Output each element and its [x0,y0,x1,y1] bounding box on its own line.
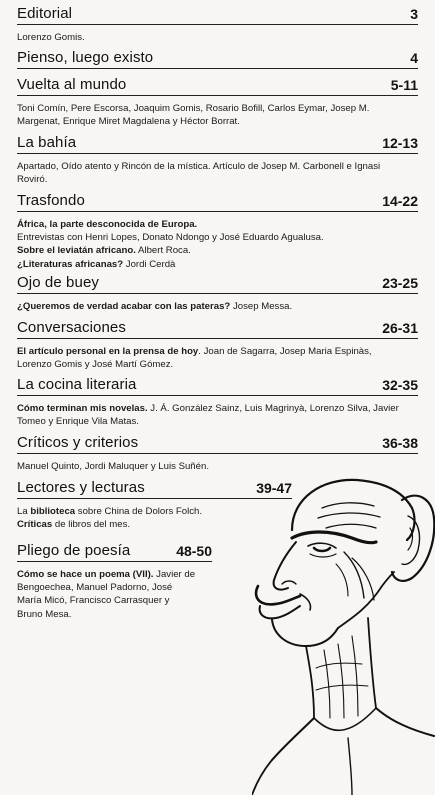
text-run: María Micó, Francisco Carrasquer y [17,595,170,607]
text-run: Roviró. [17,174,48,186]
section-title: Editorial [17,5,73,22]
section-pages: 5-11 [390,77,418,93]
section-header [17,371,418,396]
section-pages: 26-31 [382,320,418,336]
section-title: Pliego de poesía [17,542,131,559]
description-line [17,581,212,594]
section-title: La bahía [17,134,77,151]
section-pages: 36-38 [382,435,418,451]
description-line [17,231,418,244]
bold-text-run: África, la parte desconocida de Europa. [17,219,198,230]
description-line [17,415,418,428]
description-line [17,345,418,358]
description-line [17,300,418,313]
toc-section-editorial [17,0,418,44]
section-pages: 4 [410,50,418,66]
description-line [17,160,418,173]
description-line [17,518,292,531]
toc-section-ojo-de-buey [17,269,418,313]
description-line [17,402,418,415]
section-description [17,345,418,371]
caricature-illustration [252,468,435,795]
section-pages: 39-47 [256,480,292,496]
text-run: Bruno Mesa. [17,608,72,620]
text-run: Bengoechea, Manuel Padorno, José [17,582,173,594]
bold-text-run: Sobre el leviatán africano. [17,245,136,257]
section-pages: 3 [410,6,418,22]
description-line [17,102,418,115]
description-line [17,115,418,128]
bold-text-run: El artículo personal en la prensa de hoy [17,346,199,357]
bold-text-run: biblioteca [30,506,76,517]
text-run: Manuel Quinto, Jordi Maluquer y Luis Suñén. [17,461,209,472]
description-line [17,244,418,257]
description-line [17,358,418,371]
bold-text-run: Críticas [17,519,53,531]
section-title: Ojo de buey [17,274,99,291]
section-description [17,505,292,531]
section-pages: 32-35 [382,377,418,393]
section-header [17,314,418,339]
toc-section-vuelta-al-mundo [17,71,418,128]
bold-text-run: ¿Queremos de verdad acabar con las pateras? [17,301,231,312]
section-header [17,474,292,499]
section-header [17,0,418,25]
text-run: La [17,506,31,517]
description-line [17,568,212,581]
text-run: sobre China de Dolors Folch. [75,506,203,517]
toc-section-criticos-y-criterios [17,429,418,473]
toc-section-pienso [17,44,418,69]
section-header [17,71,418,96]
description-line [17,594,212,607]
text-run: Entrevistas con Henri Lopes, Donato Ndongo y José Eduardo Agualusa. [17,232,324,244]
text-run: . Joan de Sagarra, Josep Maria Espinàs, [198,346,372,357]
section-title: Críticos y criterios [17,434,139,451]
section-header [17,537,212,562]
toc-section-la-cocina-literaria [17,371,418,428]
text-run: Javier de [153,569,196,580]
bold-text-run: Cómo se hace un poema (VII). [17,569,154,580]
text-run: de libros del mes. [52,519,131,531]
section-description [17,160,418,186]
section-pages: 12-13 [382,135,418,151]
text-run: Toni Comín, Pere Escorsa, Joaquim Gomis, Rosario Bofill, Carlos Eymar, Josep M. [17,103,370,114]
text-run: Lorenzo Gomis y José Martí Gómez. [17,359,174,371]
section-title: Pienso, luego existo [17,49,154,66]
section-pages: 48-50 [176,543,212,559]
section-pages: 23-25 [382,275,418,291]
section-title: Vuelta al mundo [17,76,127,93]
toc-section-trasfondo [17,187,418,271]
description-line [17,173,418,186]
section-title: Conversaciones [17,319,126,336]
description-line [17,505,292,518]
section-description [17,102,418,128]
bold-text-run: ¿Literaturas africanas? [17,258,124,270]
text-run: J. Á. González Sainz, Luis Magrinyà, Lorenzo Silva, Javier [147,403,399,414]
section-header [17,44,418,69]
description-line [17,218,418,231]
text-run: Lorenzo Gomis. [17,32,85,43]
toc-section-la-bahia [17,129,418,186]
section-header [17,187,418,212]
text-run: Apartado, Oído atento y Rincón de la mística. Artículo de Josep M. Carbonell e Ignasi [17,161,381,172]
section-description [17,218,418,271]
description-line [17,608,212,621]
text-run: Josep Messa. [230,301,293,312]
section-pages: 14-22 [382,193,418,209]
toc-section-lectores-y-lecturas [17,474,292,531]
section-description [17,31,418,44]
bold-text-run: Cómo terminan mis novelas. [17,403,148,414]
section-header [17,429,418,454]
section-title: La cocina literaria [17,376,137,393]
section-header [17,269,418,294]
text-run: Tomeo y Enrique Vila Matas. [17,416,139,428]
text-run: Jordi Cerdà [123,258,176,270]
section-title: Trasfondo [17,192,85,209]
text-run: Albert Roca. [135,245,191,257]
section-header [17,129,418,154]
text-run: Margenat, Enrique Miret Magdalena y Héctor Borrat. [17,116,240,128]
section-title: Lectores y lecturas [17,479,145,496]
section-description [17,568,212,621]
section-description [17,402,418,428]
section-description [17,300,418,313]
description-line [17,31,418,44]
toc-section-pliego-de-poesia [17,537,212,621]
toc-section-conversaciones [17,314,418,371]
